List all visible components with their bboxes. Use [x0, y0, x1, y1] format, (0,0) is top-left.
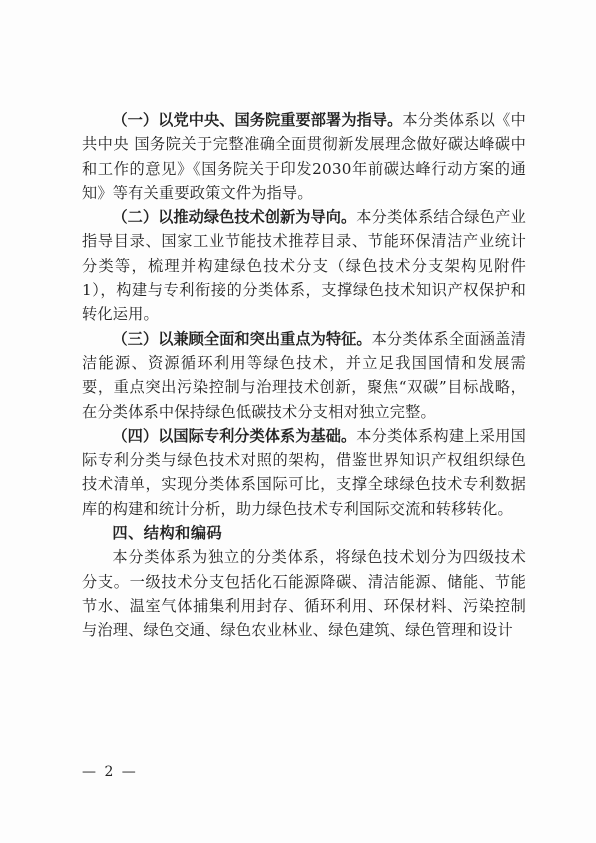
paragraph-heading: （三）以兼顾全面和突出重点为特征。: [112, 329, 372, 348]
paragraph-text: 本分类体系全面涵盖清洁能源、资源循环利用等绿色技术，并立足我国国情和发展需要，重点突出污染控制与治理技术创新，聚焦“双碳”目标战略，在分类体系中保持绿色低碳技术分支相对独立完整。: [82, 329, 527, 421]
paragraph-principle-1: [82, 108, 526, 205]
paragraph-heading: （一）以党中央、国务院重要部署为指导。: [112, 111, 403, 129]
section-title: 四、结构和编码: [112, 524, 223, 543]
page-number: — 2 —: [82, 764, 138, 780]
paragraph-text: 本分类体系以《中共中央 国务院关于完整准确全面贯彻新发展理念做好碳达峰碳中和工作的意见》《国务院关于印发2030年前碳达峰行动方案的通知》等有关重要政策文件为指导。: [82, 111, 526, 202]
paragraph-heading: （四）以国际专利分类体系为基础。: [112, 426, 357, 445]
paragraph-heading: （二）以推动绿色技术创新为导向。: [112, 208, 357, 227]
section-paragraph: 本分类体系为独立的分类体系，将绿色技术划分为四级技术分支。一级技术分支包括化石能源降碳、清洁能源、储能、节能节水、温室气体捕集利用封存、循环利用、环保材料、污染控制与治理、绿色交通、绿色农业林业、绿色建筑、绿色管理和设计: [82, 548, 526, 640]
paragraph-principle-3: [82, 327, 526, 424]
paragraph-principle-4: [82, 424, 526, 521]
paragraph-text: 本分类体系构建上采用国际专利分类与绿色技术对照的架构，借鉴世界知识产权组织绿色技术清单，实现分类体系国际可比，支撑全球绿色技术专利数据库的构建和统计分析，助力绿色技术专利国际交流和转移转化。: [82, 426, 526, 518]
document-body: [82, 108, 526, 643]
paragraph-text: 本分类体系结合绿色产业指导目录、国家工业节能技术推荐目录、节能环保清洁产业统计分类等，梳理并构建绿色技术分支（绿色技术分支架构见附件1），构建与专利衔接的分类体系，支撑绿色技术知识产权保护和转化运用。: [82, 208, 526, 324]
paragraph-principle-2: [82, 205, 526, 326]
